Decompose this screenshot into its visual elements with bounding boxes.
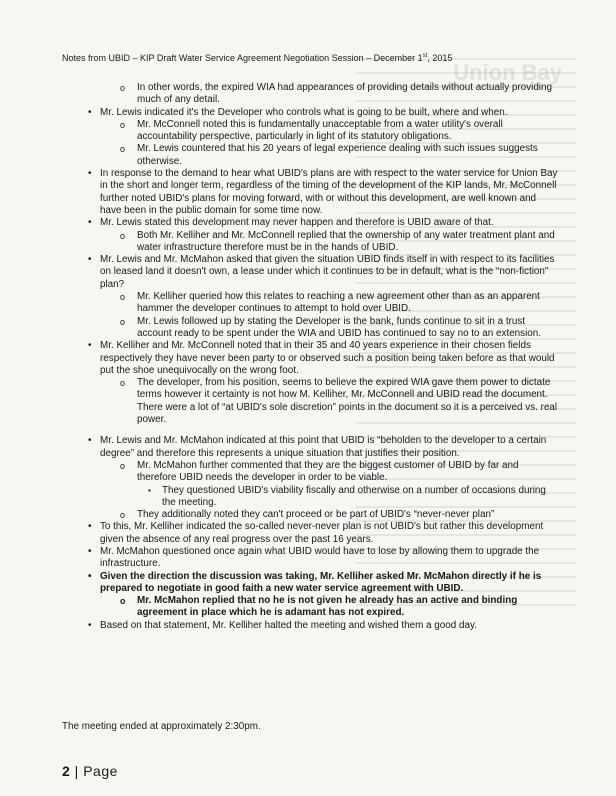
note-text: The developer, from his position, seems to believe the expired WIA gave them power to dictate terms however it certainty is not how M. Kelliher, Mr. McConnell and UBID read the document. There were a lot of “at UBID's sole discretion” points in the document so it is a perceived vs. real power. (137, 377, 558, 426)
spacer (90, 426, 560, 435)
bleed-through-heading: Union Bay (453, 60, 562, 85)
page-number: 2 (62, 763, 71, 779)
note-item-level-2 (120, 595, 560, 620)
note-item-level-2 (120, 316, 560, 341)
note-item-level-2 (120, 119, 560, 144)
note-item-level-1 (90, 340, 560, 377)
note-item-level-2 (120, 460, 560, 485)
note-item-level-2 (120, 291, 560, 316)
sub-bullet-marker: o (120, 460, 126, 471)
note-item-level-1 (90, 521, 560, 546)
bullet-marker: • (88, 570, 92, 582)
bullet-marker: • (88, 168, 92, 180)
note-item-level-1 (90, 168, 560, 217)
note-text: Mr. Lewis and Mr. McMahon indicated at this point that UBID is “beholden to the developer to a certain degree” and therefore this represents a unique situation that justifies their position. (100, 435, 547, 459)
sub-bullet-marker: o (120, 316, 126, 327)
note-item-level-3 (148, 485, 560, 510)
bullet-marker: • (88, 254, 92, 266)
note-item-level-2 (120, 230, 560, 255)
bullet-marker: • (88, 619, 92, 631)
note-item-level-2 (120, 509, 560, 521)
bullet-marker: • (88, 435, 92, 447)
sub-bullet-marker: o (120, 144, 126, 155)
notes-list (90, 82, 560, 632)
page-header (62, 50, 562, 64)
note-text: Mr. McConnell noted this is fundamentally unacceptable from a water utility's overall accountability perspective, particularly in light of its statutory obligations. (137, 118, 503, 143)
note-item-level-1 (90, 107, 560, 119)
bullet-marker: • (88, 545, 92, 557)
sub-bullet-marker: o (120, 119, 126, 130)
square-bullet-marker: ▪ (148, 485, 151, 495)
note-item-level-1 (90, 217, 560, 229)
note-item-level-1 (90, 254, 560, 291)
header-title-end: , 2015 (427, 53, 453, 63)
sub-bullet-marker: o (120, 510, 126, 521)
note-text: Mr. McMahon questioned once again what UBID would have to lose by allowing them to upgrade the infrastructure. (100, 545, 540, 570)
note-text: Mr. Lewis followed up by stating the Developer is the bank, funds continue to sit in a trust account ready to be spent under the WIA and UBID has continued to say no to an extension. (137, 315, 542, 339)
note-text: They questioned UBID's viability fiscally and otherwise on a number of occasions during the meeting. (162, 484, 546, 508)
note-text: Given the direction the discussion was taking, Mr. Kelliher asked Mr. McMahon directly if he is prepared to negotiate in good faith a new water service agreement with UBID. (100, 570, 542, 594)
closing-line: The meeting ended at approximately 2:30pm. (62, 721, 261, 732)
footer-separator: | (70, 763, 84, 779)
sub-bullet-marker: o (120, 596, 126, 607)
note-text: Mr. Kelliher queried how this relates to reaching a new agreement other than as an apparent hammer the developer continues to attempt to hold over UBID. (137, 291, 540, 315)
bullet-marker: • (88, 340, 92, 352)
note-item-level-1 (90, 546, 560, 571)
note-text: Mr. Lewis stated this development may never happen and therefore is UBID aware of that. (100, 217, 494, 229)
note-item-level-2 (120, 143, 560, 168)
note-text: Mr. McMahon further commented that they are the biggest customer of UBID by far and therefore UBID needs the developer in order to be viable. (137, 459, 519, 484)
note-text: Mr. Kelliher and Mr. McConnell noted that in their 35 and 40 years experience in their chosen fields respectively they have never been party to or observed such a position being taken before as that would put the shoe unequivocally on the wrong foot. (100, 340, 555, 376)
bullet-marker: • (88, 106, 92, 118)
note-text: Both Mr. Kelliher and Mr. McConnell replied that the ownership of any water treatment plant and water infrastructure therefore must be in the hands of UBID. (137, 229, 555, 253)
note-text: Mr. McMahon replied that no he is not given he already has an active and binding agreement in place which he is adamant has not expired. (137, 595, 518, 619)
bullet-marker: • (88, 521, 92, 533)
page-label: Page (83, 763, 118, 779)
note-item-level-2 (120, 377, 560, 426)
header-title-sup: st (422, 53, 428, 59)
header-title: Notes from UBID – KIP Draft Water Service Agreement Negotiation Session – December 1 (62, 53, 423, 63)
sub-bullet-marker: o (120, 230, 126, 241)
page-footer (62, 763, 118, 779)
note-item-level-1 (90, 435, 560, 460)
note-item-level-1 (90, 620, 560, 632)
note-text: Mr. Lewis and Mr. McMahon asked that given the situation UBID finds itself in with respect to its facilities on leased land it doesn't own, a lease under which it continues to be in default, what is the “non-fiction” plan? (100, 254, 555, 290)
sub-bullet-marker: o (120, 83, 126, 93)
note-text: To this, Mr. Kelliher indicated the so-called never-never plan is not UBID's but rather this development given the absence of any real progress over the past 16 years. (100, 521, 544, 545)
note-text: Mr. Lewis indicated it's the Developer who controls what is going to be built, where and when. (100, 106, 508, 118)
note-text: Mr. Lewis countered that his 20 years of legal experience dealing with such issues suggests otherwise. (137, 143, 538, 167)
note-item-level-1 (90, 571, 560, 596)
note-text: In other words, the expired WIA had appearances of providing details without actually providing much of any detail. (137, 82, 552, 106)
note-text: Based on that statement, Mr. Kelliher halted the meeting and wished them a good day. (100, 619, 477, 631)
bullet-marker: • (88, 217, 92, 229)
note-item-level-2 (120, 82, 560, 107)
note-text: They additionally noted they can't proceed or be part of UBID's “never-never plan” (137, 509, 495, 521)
note-text: In response to the demand to hear what UBID's plans are with respect to the water service for Union Bay in the short and longer term, regardless of the timing of the development of the KIP lands, Mr. McConnell further noted UBID's plans for moving forward, with or without this development, are well known and have been in the public domain for some time now. (100, 168, 558, 216)
sub-bullet-marker: o (120, 378, 126, 389)
sub-bullet-marker: o (120, 292, 126, 303)
